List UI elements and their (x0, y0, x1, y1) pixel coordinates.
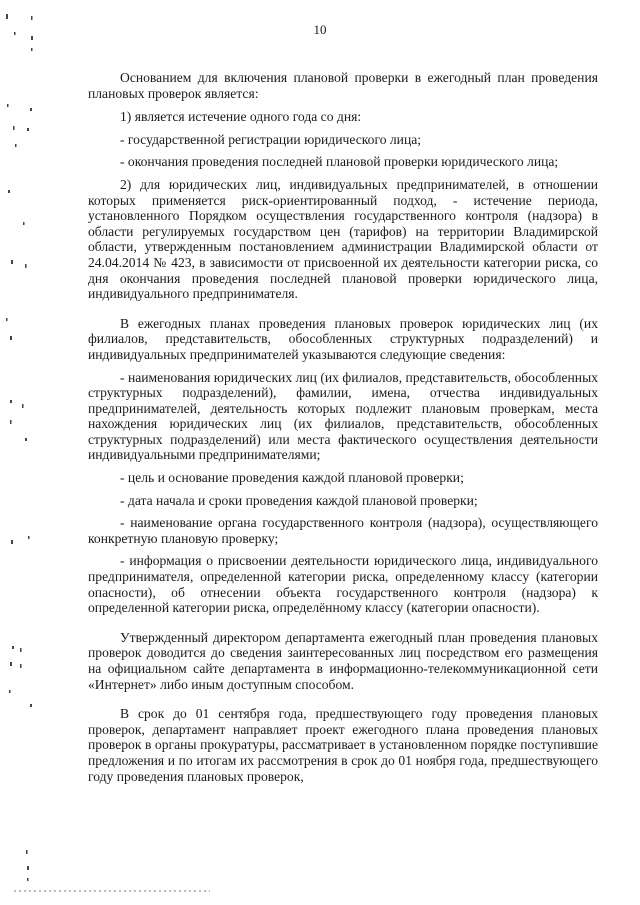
paragraph-state-registration: - государственной регистрации юридического лица; (120, 131, 422, 147)
paragraph-list-risk-info: - информация о присвоении деятельности юридического лица, индивидуального предпринимателя, определенной категории риска, определенному классу (категории опасности), об отнесении объекта государственного контроля (надзора) к определенной категории риска, определённому классу (категории опасности). (88, 553, 598, 616)
document-body (88, 70, 598, 791)
scan-margin-marks (0, 0, 40, 905)
paragraph-annual-plan-info: В ежегодных планах проведения плановых проверок юридических лиц (их филиалов, представительств, обособленных структурных подразделений) и индивидуальных предпринимателей указываются следующие сведения: (88, 315, 598, 362)
paragraph-grounds-for-inclusion: Основанием для включения плановой проверки в ежегодный план проведения плановых проверок является: (88, 70, 598, 101)
paragraph-item-2-risk-approach: 2) для юридических лиц, индивидуальных предпринимателей, в отношении которых применяется риск-ориентированный подход, - истечение периода, установленного Порядком осуществления государственного контроля (надзора) в области регулируемых государством цен (тарифов) на территории Владимирской области, утвержденным постановлением администрации Владимирской области от 24.04.2014 № 423, в зависимости от присвоенной их деятельности категории риска, со дня окончания проведения последней плановой проверки юридического лица, индивидуального предпринимателя. (88, 176, 598, 302)
scan-bottom-dotted-line (0, 888, 640, 894)
paragraph-deadline-september: В срок до 01 сентября года, предшествующего году проведения плановых проверок, департамент направляет проект ежегодного плана проведения плановых проверок в органы прокуратуры, рассматривает в установленном порядке поступившие предложения и по итогам их рассмотрения в срок до 01 ноября года, предшествующего году проведения плановых проверок, (88, 706, 598, 784)
paragraph-list-dates: - дата начала и сроки проведения каждой плановой проверки; (120, 492, 478, 508)
paragraph-list-names: - наименования юридических лиц (их филиалов, представительств, обособленных структурных подразделений), фамилии, имена, отчества индивидуальных предпринимателей, деятельность которых подлежит плановым проверкам, места нахождения юридических лиц (их филиалов, представительств, обособленных структурных подразделений) или места фактического осуществления деятельности индивидуальными предпринимателями; (88, 369, 598, 463)
page-number: 10 (313, 22, 327, 37)
paragraph-list-control-body: - наименование органа государственного контроля (надзора), осуществляющего конкретную плановую проверку; (88, 515, 598, 546)
paragraph-plan-publication: Утвержденный директором департамента ежегодный план проведения плановых проверок доводится до сведения заинтересованных лиц посредством его размещения на официальном сайте департамента в информационно-телекоммуникационной сети «Интернет» либо иным доступным способом. (88, 629, 598, 692)
paragraph-last-inspection-end: - окончания проведения последней плановой проверки юридического лица; (120, 154, 559, 170)
paragraph-list-purpose: - цель и основание проведения каждой плановой проверки; (120, 470, 464, 486)
paragraph-item-1: 1) является истечение одного года со дня: (120, 109, 362, 125)
